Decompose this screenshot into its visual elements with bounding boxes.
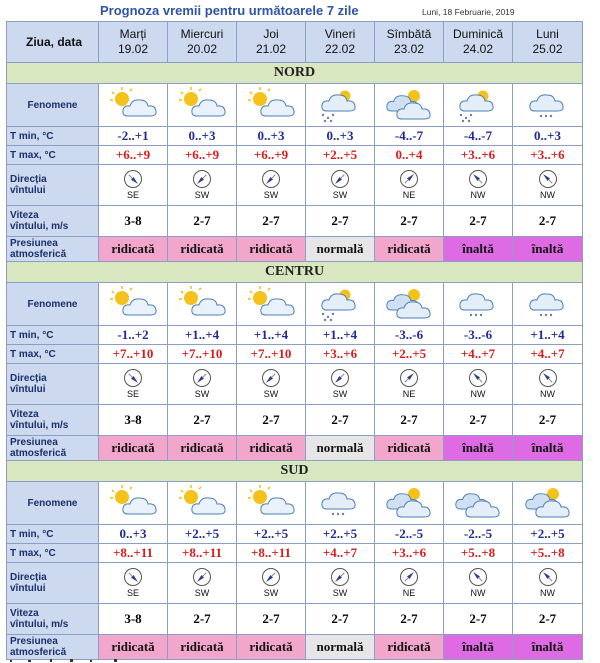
pressure-label	[7, 237, 99, 262]
wind-speed-value: 2-7	[237, 604, 306, 635]
day-name: Vineri	[324, 27, 356, 41]
tmax-label: T max, °C	[7, 146, 99, 165]
forecast-table	[6, 21, 583, 660]
wind-direction-value: SE	[126, 389, 139, 399]
wind-direction-cell	[99, 165, 168, 206]
compass-icon	[168, 368, 236, 388]
wind-speed-label-1: Viteza	[10, 210, 39, 221]
partly-cloudy-icon	[237, 482, 306, 525]
tmax-value: +3..+6	[444, 146, 513, 165]
compass-icon	[306, 368, 374, 388]
fenomene-row	[7, 283, 583, 326]
tmax-value: +7..+10	[99, 345, 168, 364]
compass-icon	[513, 169, 582, 189]
cloudy-sun-icon	[375, 84, 444, 127]
wind-direction-label	[7, 165, 99, 206]
wind-speed-value: 2-7	[375, 405, 444, 436]
wind-direction-value: NW	[470, 389, 486, 399]
pressure-value: normală	[306, 237, 375, 262]
tmin-value: 0..+3	[513, 127, 583, 146]
wind-direction-cell	[168, 364, 237, 405]
fenomene-label: Fenomene	[7, 482, 99, 525]
wind-speed-value: 2-7	[168, 206, 237, 237]
day-date: 25.02	[532, 42, 563, 56]
wind-speed-label-2: vîntului, m/s	[10, 619, 69, 630]
compass-icon	[168, 169, 236, 189]
pressure-label-1: Presiunea	[10, 636, 58, 647]
tmax-label: T max, °C	[7, 345, 99, 364]
compass-icon	[306, 169, 374, 189]
partly-cloudy-icon	[99, 283, 168, 326]
partly-cloudy-icon	[168, 283, 237, 326]
cloudy-icon	[444, 482, 513, 525]
cloud-snow-icon	[444, 84, 513, 127]
day-name: Luni	[536, 27, 559, 41]
cloudy-sun-icon	[375, 283, 444, 326]
wind-direction-value: NE	[402, 588, 416, 598]
day-date: 22.02	[324, 42, 356, 56]
pressure-value: ridicată	[375, 436, 444, 461]
wind-speed-label-1: Viteza	[10, 608, 39, 619]
tmin-value: -4..-7	[375, 127, 444, 146]
day-date-label-text: Ziua, data	[25, 34, 82, 49]
pressure-value: ridicată	[375, 237, 444, 262]
wind-direction-value: SW	[263, 588, 279, 598]
tmax-value: +3..+6	[513, 146, 583, 165]
wind-direction-label-2: vîntului	[10, 384, 46, 395]
pressure-value: ridicată	[168, 237, 237, 262]
compass-icon	[513, 567, 582, 587]
day-date: 24.02	[462, 42, 494, 56]
wind-speed-value: 2-7	[375, 206, 444, 237]
compass-icon	[513, 368, 582, 388]
compass-icon	[444, 368, 512, 388]
fenomene-label: Fenomene	[7, 283, 99, 326]
wind-speed-value: 2-7	[168, 604, 237, 635]
wind-direction-cell	[375, 165, 444, 206]
day-name: Joi	[263, 27, 279, 41]
tmin-row	[7, 127, 583, 146]
wind-direction-cell	[99, 563, 168, 604]
wind-speed-value: 2-7	[237, 206, 306, 237]
compass-icon	[375, 368, 443, 388]
compass-icon	[375, 169, 443, 189]
pressure-value: ridicată	[99, 237, 168, 262]
cloud-light-snow-icon	[513, 84, 583, 127]
tmax-row	[7, 544, 583, 563]
wind-direction-label	[7, 364, 99, 405]
tmin-value: 0..+3	[168, 127, 237, 146]
wind-direction-value: NW	[470, 588, 486, 598]
tmax-value: +4..+7	[444, 345, 513, 364]
pressure-value: înaltă	[513, 237, 583, 262]
day-header	[513, 22, 583, 63]
wind-direction-value: NE	[402, 389, 416, 399]
fenomene-label: Fenomene	[7, 84, 99, 127]
pressure-label-2: atmosferică	[10, 249, 67, 260]
cloud-snow-icon	[306, 283, 375, 326]
wind-speed-value: 2-7	[306, 206, 375, 237]
day-name: Duminică	[452, 27, 503, 41]
tmax-value: +3..+6	[306, 345, 375, 364]
wind-direction-cell	[513, 364, 583, 405]
tmin-label: T min, °C	[7, 525, 99, 544]
wind-speed-row	[7, 405, 583, 436]
pressure-value: ridicată	[237, 436, 306, 461]
wind-direction-row	[7, 364, 583, 405]
pressure-value: ridicată	[99, 436, 168, 461]
wind-direction-value: NW	[540, 389, 555, 399]
tmax-value: +4..+7	[513, 345, 583, 364]
tmin-label: T min, °C	[7, 127, 99, 146]
partly-cloudy-icon	[99, 482, 168, 525]
tmax-value: +8..+11	[237, 544, 306, 563]
tmin-row	[7, 525, 583, 544]
day-header	[306, 22, 375, 63]
tmin-value: +1..+4	[513, 326, 583, 345]
pressure-value: înaltă	[444, 635, 513, 660]
pressure-value: înaltă	[513, 436, 583, 461]
tmin-value: -2..-5	[444, 525, 513, 544]
wind-direction-value: SW	[194, 389, 210, 399]
wind-direction-value: SW	[194, 190, 210, 200]
tmin-value: +1..+4	[306, 326, 375, 345]
footer-fragment	[10, 656, 130, 663]
tmax-value: +4..+7	[306, 544, 375, 563]
wind-speed-value: 3-8	[99, 206, 168, 237]
wind-direction-cell	[444, 563, 513, 604]
partly-cloudy-icon	[168, 482, 237, 525]
wind-direction-cell	[306, 364, 375, 405]
day-name: Marți	[119, 27, 147, 41]
wind-speed-value: 2-7	[513, 405, 583, 436]
compass-icon	[237, 567, 305, 587]
region-row	[7, 63, 583, 84]
tmax-value: +7..+10	[168, 345, 237, 364]
wind-direction-cell	[375, 563, 444, 604]
pressure-value: ridicată	[237, 635, 306, 660]
wind-speed-label-2: vîntului, m/s	[10, 420, 69, 431]
wind-direction-label	[7, 563, 99, 604]
wind-direction-value: NE	[402, 190, 416, 200]
tmin-value: 0..+3	[306, 127, 375, 146]
day-date: 23.02	[393, 42, 425, 56]
pressure-value: ridicată	[168, 635, 237, 660]
wind-direction-label-1: Direcția	[10, 572, 47, 583]
pressure-value: ridicată	[168, 436, 237, 461]
wind-direction-cell	[444, 165, 513, 206]
wind-direction-cell	[99, 364, 168, 405]
wind-direction-cell	[513, 165, 583, 206]
compass-icon	[99, 567, 167, 587]
region-title: CENTRU	[7, 262, 583, 283]
wind-direction-label-1: Direcția	[10, 373, 47, 384]
wind-direction-value: SW	[332, 588, 348, 598]
cloudy-sun-icon	[375, 482, 444, 525]
cloudy-sun-icon	[513, 482, 583, 525]
pressure-value: ridicată	[375, 635, 444, 660]
page-date: Luni, 18 Februarie, 2019	[422, 7, 515, 17]
wind-speed-value: 2-7	[168, 405, 237, 436]
cloud-light-snow-icon	[513, 283, 583, 326]
wind-direction-value: SW	[263, 190, 279, 200]
wind-direction-value: NW	[470, 190, 486, 200]
pressure-row	[7, 237, 583, 262]
tmin-value: -2..-5	[375, 525, 444, 544]
pressure-value: înaltă	[444, 237, 513, 262]
tmin-value: -3..-6	[375, 326, 444, 345]
tmax-label: T max, °C	[7, 544, 99, 563]
fenomene-row	[7, 482, 583, 525]
tmin-value: +2..+5	[306, 525, 375, 544]
tmax-value: +5..+8	[513, 544, 583, 563]
wind-direction-cell	[306, 563, 375, 604]
partly-cloudy-icon	[99, 84, 168, 127]
tmax-row	[7, 146, 583, 165]
wind-direction-label-2: vîntului	[10, 185, 46, 196]
compass-icon	[237, 368, 305, 388]
tmax-value: +5..+8	[444, 544, 513, 563]
wind-speed-value: 2-7	[444, 206, 513, 237]
wind-direction-value: SE	[126, 190, 139, 200]
tmax-value: +8..+11	[99, 544, 168, 563]
tmax-value: +7..+10	[237, 345, 306, 364]
cloud-snow-icon	[306, 84, 375, 127]
wind-direction-cell	[306, 165, 375, 206]
pressure-row	[7, 436, 583, 461]
partly-cloudy-icon	[168, 84, 237, 127]
day-name: Sîmbătă	[386, 27, 432, 41]
wind-direction-cell	[513, 563, 583, 604]
tmin-value: +1..+4	[168, 326, 237, 345]
wind-speed-value: 2-7	[444, 405, 513, 436]
wind-direction-cell	[168, 165, 237, 206]
day-date: 20.02	[186, 42, 218, 56]
wind-speed-value: 2-7	[513, 604, 583, 635]
pressure-label-1: Presiunea	[10, 238, 58, 249]
wind-speed-value: 2-7	[237, 405, 306, 436]
day-header	[237, 22, 306, 63]
tmax-value: +6..+9	[168, 146, 237, 165]
region-row	[7, 461, 583, 482]
tmax-value: +2..+5	[306, 146, 375, 165]
wind-speed-value: 2-7	[513, 206, 583, 237]
wind-direction-cell	[237, 364, 306, 405]
fenomene-row	[7, 84, 583, 127]
pressure-value: normală	[306, 436, 375, 461]
tmax-value: +6..+9	[99, 146, 168, 165]
day-date: 21.02	[255, 42, 287, 56]
tmax-value: +6..+9	[237, 146, 306, 165]
wind-speed-value: 2-7	[375, 604, 444, 635]
tmin-label: T min, °C	[7, 326, 99, 345]
wind-speed-value: 2-7	[306, 604, 375, 635]
partly-cloudy-icon	[237, 283, 306, 326]
tmax-value: +3..+6	[375, 544, 444, 563]
tmin-value: +1..+4	[237, 326, 306, 345]
wind-direction-label-2: vîntului	[10, 583, 46, 594]
pressure-value: normală	[306, 635, 375, 660]
tmin-value: +2..+5	[513, 525, 583, 544]
tmin-row	[7, 326, 583, 345]
wind-direction-value: SW	[332, 389, 348, 399]
day-header	[168, 22, 237, 63]
tmin-value: +2..+5	[237, 525, 306, 544]
wind-speed-value: 2-7	[306, 405, 375, 436]
tmax-value: 0..+4	[375, 146, 444, 165]
tmin-value: -3..-6	[444, 326, 513, 345]
wind-speed-value: 2-7	[444, 604, 513, 635]
page-title: Prognoza vremii pentru următoarele 7 zile	[100, 3, 359, 18]
wind-speed-label-2: vîntului, m/s	[10, 221, 69, 232]
pressure-value: înaltă	[444, 436, 513, 461]
day-header	[444, 22, 513, 63]
wind-direction-value: SW	[263, 389, 279, 399]
day-name: Miercuri	[180, 27, 224, 41]
wind-direction-value: SW	[194, 588, 210, 598]
wind-speed-label	[7, 604, 99, 635]
cloud-light-snow-icon	[306, 482, 375, 525]
wind-speed-row	[7, 206, 583, 237]
pressure-value: ridicată	[99, 635, 168, 660]
tmin-value: -2..+1	[99, 127, 168, 146]
header-row	[7, 22, 583, 63]
tmin-value: +2..+5	[168, 525, 237, 544]
wind-direction-cell	[375, 364, 444, 405]
tmin-value: -1..+2	[99, 326, 168, 345]
day-date-label	[7, 22, 99, 63]
compass-icon	[306, 567, 374, 587]
wind-speed-value: 3-8	[99, 604, 168, 635]
pressure-label-2: atmosferică	[10, 448, 67, 459]
cloud-light-snow-icon	[444, 283, 513, 326]
pressure-label-1: Presiunea	[10, 437, 58, 448]
compass-icon	[99, 169, 167, 189]
pressure-label-2: atmosferică	[10, 647, 67, 658]
wind-direction-cell	[444, 364, 513, 405]
tmin-value: 0..+3	[99, 525, 168, 544]
tmax-value: +2..+5	[375, 345, 444, 364]
wind-direction-label-1: Direcția	[10, 174, 47, 185]
wind-direction-cell	[237, 563, 306, 604]
wind-speed-label	[7, 405, 99, 436]
pressure-value: înaltă	[513, 635, 583, 660]
day-date: 19.02	[117, 42, 149, 56]
wind-direction-cell	[237, 165, 306, 206]
wind-direction-cell	[168, 563, 237, 604]
compass-icon	[237, 169, 305, 189]
region-row	[7, 262, 583, 283]
region-title: SUD	[7, 461, 583, 482]
wind-direction-value: SE	[126, 588, 139, 598]
compass-icon	[168, 567, 236, 587]
compass-icon	[444, 567, 512, 587]
tmax-row	[7, 345, 583, 364]
wind-speed-value: 3-8	[99, 405, 168, 436]
tmin-value: -4..-7	[444, 127, 513, 146]
tmax-value: +8..+11	[168, 544, 237, 563]
wind-speed-label-1: Viteza	[10, 409, 39, 420]
wind-direction-row	[7, 165, 583, 206]
wind-direction-value: NW	[540, 190, 555, 200]
day-header	[375, 22, 444, 63]
compass-icon	[99, 368, 167, 388]
tmin-value: 0..+3	[237, 127, 306, 146]
wind-direction-row	[7, 563, 583, 604]
pressure-value: ridicată	[237, 237, 306, 262]
partly-cloudy-icon	[237, 84, 306, 127]
day-header	[99, 22, 168, 63]
compass-icon	[444, 169, 512, 189]
pressure-label	[7, 436, 99, 461]
wind-speed-label	[7, 206, 99, 237]
wind-direction-value: SW	[332, 190, 348, 200]
wind-direction-value: NW	[540, 588, 555, 598]
compass-icon	[375, 567, 443, 587]
region-title: NORD	[7, 63, 583, 84]
wind-speed-row	[7, 604, 583, 635]
